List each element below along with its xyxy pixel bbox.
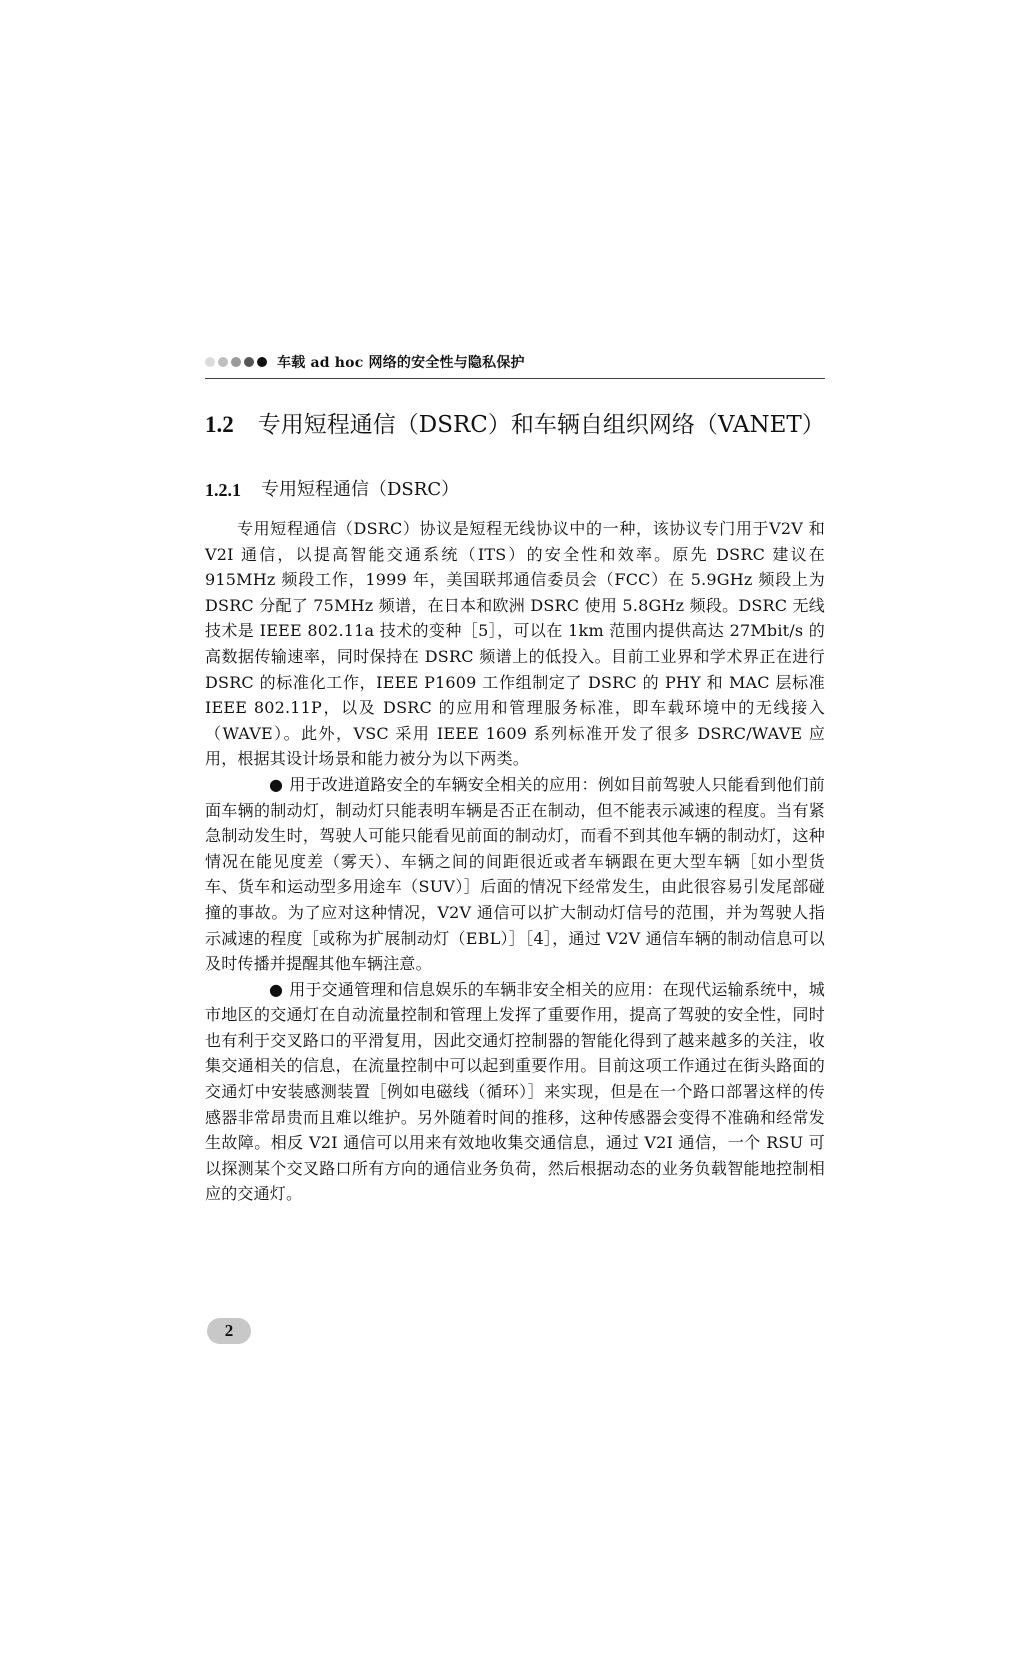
subsection-number: 1.2.1 <box>205 480 241 500</box>
bullet-text-safety: 用于改进道路安全的车辆安全相关的应用：例如目前驾驶人只能看到他们前面车辆的制动灯，制动灯只能表明车辆是否正在制动，但不能表示减速的程度。当有紧急制动发生时，驾驶人可能只能看见前面的制动灯，而看不到其他车辆的制动灯，这种情况在能见度差（雾天）、车辆之间的间距很近或者车辆跟在更大型车辆［如小型货车、货车和运动型多用途车（SUV）］后面的情况下经常发生，由此很容易引发尾部碰撞的事故。为了应对这种情况，V2V 通信可以扩大制动灯信号的范围，并为驾驶人指示减速的程度［或称为扩展制动灯（EBL）］［4］，通过 V2V 通信车辆的制动信息可以及时传播并提醒其他车辆注意。 <box>205 774 825 974</box>
header-dot-2 <box>218 357 228 367</box>
page-number-badge <box>207 1318 251 1344</box>
section-heading <box>205 410 845 440</box>
book-title: 车载 ad hoc 网络的安全性与隐私保护 <box>277 355 525 371</box>
section-title: 专用短程通信（DSRC）和车辆自组织网络（VANET） <box>257 412 825 438</box>
bullet-icon: ● <box>269 774 284 794</box>
header-dot-5 <box>257 357 267 367</box>
header-dots-decoration <box>205 357 267 367</box>
bullet-item-safety <box>205 772 825 977</box>
running-header <box>205 350 825 379</box>
header-dot-1 <box>205 357 215 367</box>
paragraph-intro: 专用短程通信（DSRC）协议是短程无线协议中的一种，该协议专门用于V2V 和 V2I 通信，以提高智能交通系统（ITS）的安全性和效率。原先 DSRC 建议在 915MHz 频段工作，1999 年，美国联邦通信委员会（FCC）在 5.9GHz 频段上为 DSRC 分配了 75MHz 频谱，在日本和欧洲 DSRC 使用 5.8GHz 频段。DSRC 无线技术是 IEEE 802.11a 技术的变种［5］，可以在 1km 范围内提供高达 27Mbit/s 的高数据传输速率，同时保持在 DSRC 频谱上的低投入。目前工业界和学术界正在进行 DSRC 的标准化工作，IEEE P1609 工作组制定了 DSRC 的 PHY 和 MAC 层标准 IEEE 802.11P，以及 DSRC 的应用和管理服务标准，即车载环境中的无线接入（WAVE）。此外，VSC 采用 IEEE 1609 系列标准开发了很多 DSRC/WAVE 应用，根据其设计场景和能力被分为以下两类。 <box>205 519 825 769</box>
header-dot-4 <box>244 357 254 367</box>
subsection-title: 专用短程通信（DSRC） <box>261 479 460 500</box>
subsection-heading <box>205 477 825 503</box>
header-dot-3 <box>231 357 241 367</box>
section-number: 1.2 <box>205 412 234 437</box>
body-text <box>205 516 825 1207</box>
bullet-icon: ● <box>269 979 284 999</box>
page-number: 2 <box>224 1321 234 1340</box>
bullet-text-nonsafety: 用于交通管理和信息娱乐的车辆非安全相关的应用：在现代运输系统中，城市地区的交通灯在自动流量控制和管理上发挥了重要作用，提高了驾驶的安全性，同时也有利于交叉路口的平滑复用，因此交通灯控制器的智能化得到了越来越多的关注，收集交通相关的信息，在流量控制中可以起到重要作用。目前这项工作通过在街头路面的交通灯中安装感测装置［例如电磁线（循环）］来实现，但是在一个路口部署这样的传感器非常昂贵而且难以维护。另外随着时间的推移，这种传感器会变得不准确和经常发生故障。相反 V2I 通信可以用来有效地收集交通信息，通过 V2I 通信，一个 RSU 可以探测某个交叉路口所有方向的通信业务负荷，然后根据动态的业务负载智能地控制相应的交通灯。 <box>205 979 825 1204</box>
bullet-item-nonsafety <box>205 977 825 1207</box>
